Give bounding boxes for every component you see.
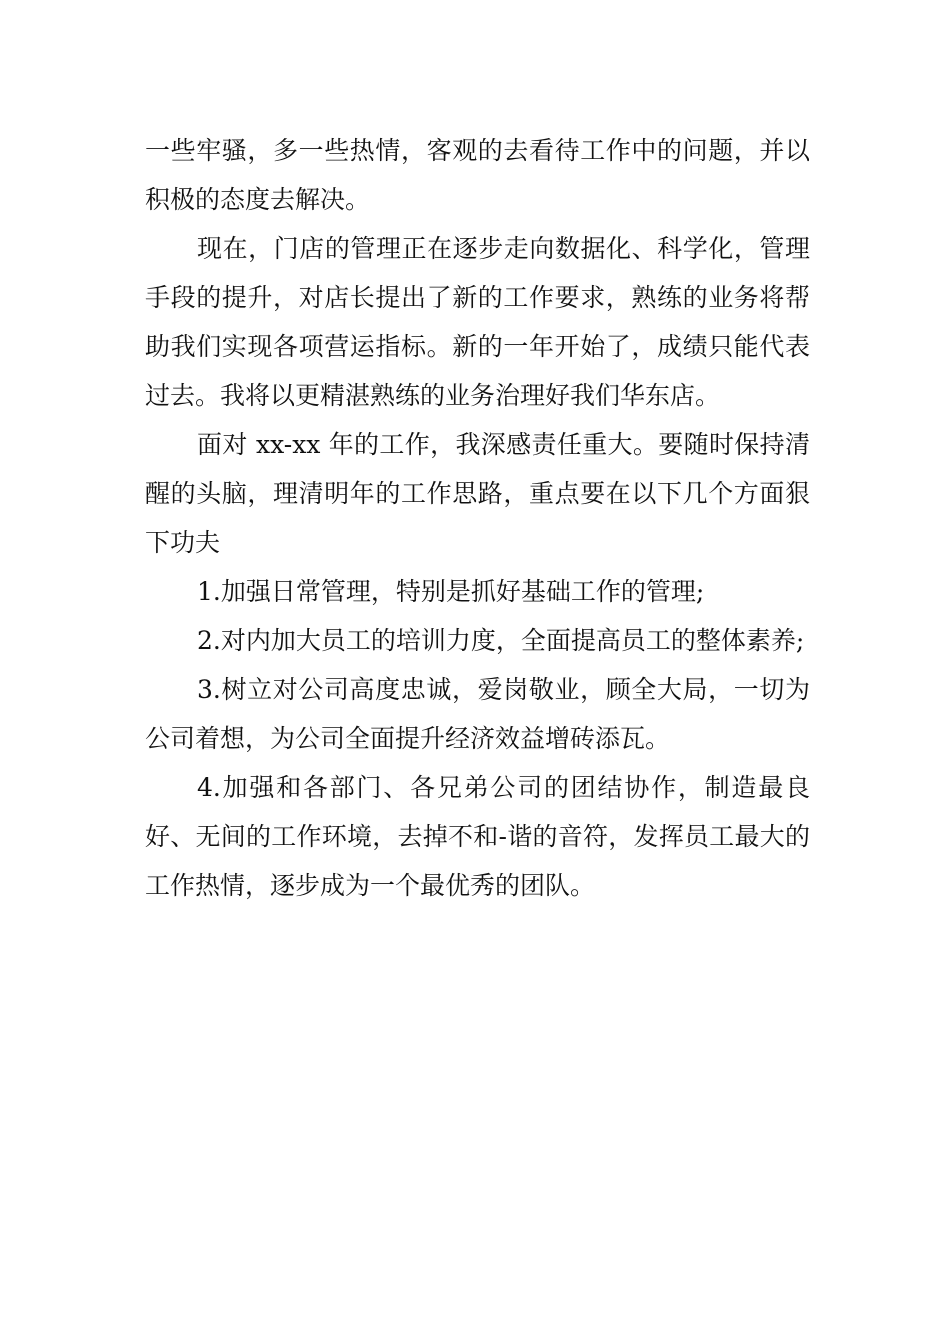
list-item-teamwork: 4.加强和各部门、各兄弟公司的团结协作，制造最良好、无间的工作环境，去掉不和-谐的音符，发挥员工最大的工作热情，逐步成为一个最优秀的团队。: [145, 773, 810, 900]
paragraph-next-year-plan: 面对 xx-xx 年的工作，我深感责任重大。要随时保持清醒的头脑，理清明年的工作思路，重点要在以下几个方面狠下功夫: [145, 430, 810, 557]
list-item-daily-management: 1.加强日常管理，特别是抓好基础工作的管理;: [197, 577, 705, 606]
document-body: [145, 126, 810, 910]
paragraph-management-upgrade: 现在，门店的管理正在逐步走向数据化、科学化，管理手段的提升，对店长提出了新的工作要求，熟练的业务将帮助我们实现各项营运指标。新的一年开始了，成绩只能代表过去。我将以更精湛熟练的业务治理好我们华东店。: [145, 234, 810, 410]
list-item-loyalty: 3.树立对公司高度忠诚，爱岗敬业，顾全大局，一切为公司着想，为公司全面提升经济效益增砖添瓦。: [145, 675, 810, 753]
paragraph-continuation: 一些牢骚，多一些热情，客观的去看待工作中的问题，并以积极的态度去解决。: [145, 136, 810, 214]
list-item-staff-training: 2.对内加大员工的培训力度，全面提高员工的整体素养;: [197, 626, 805, 655]
